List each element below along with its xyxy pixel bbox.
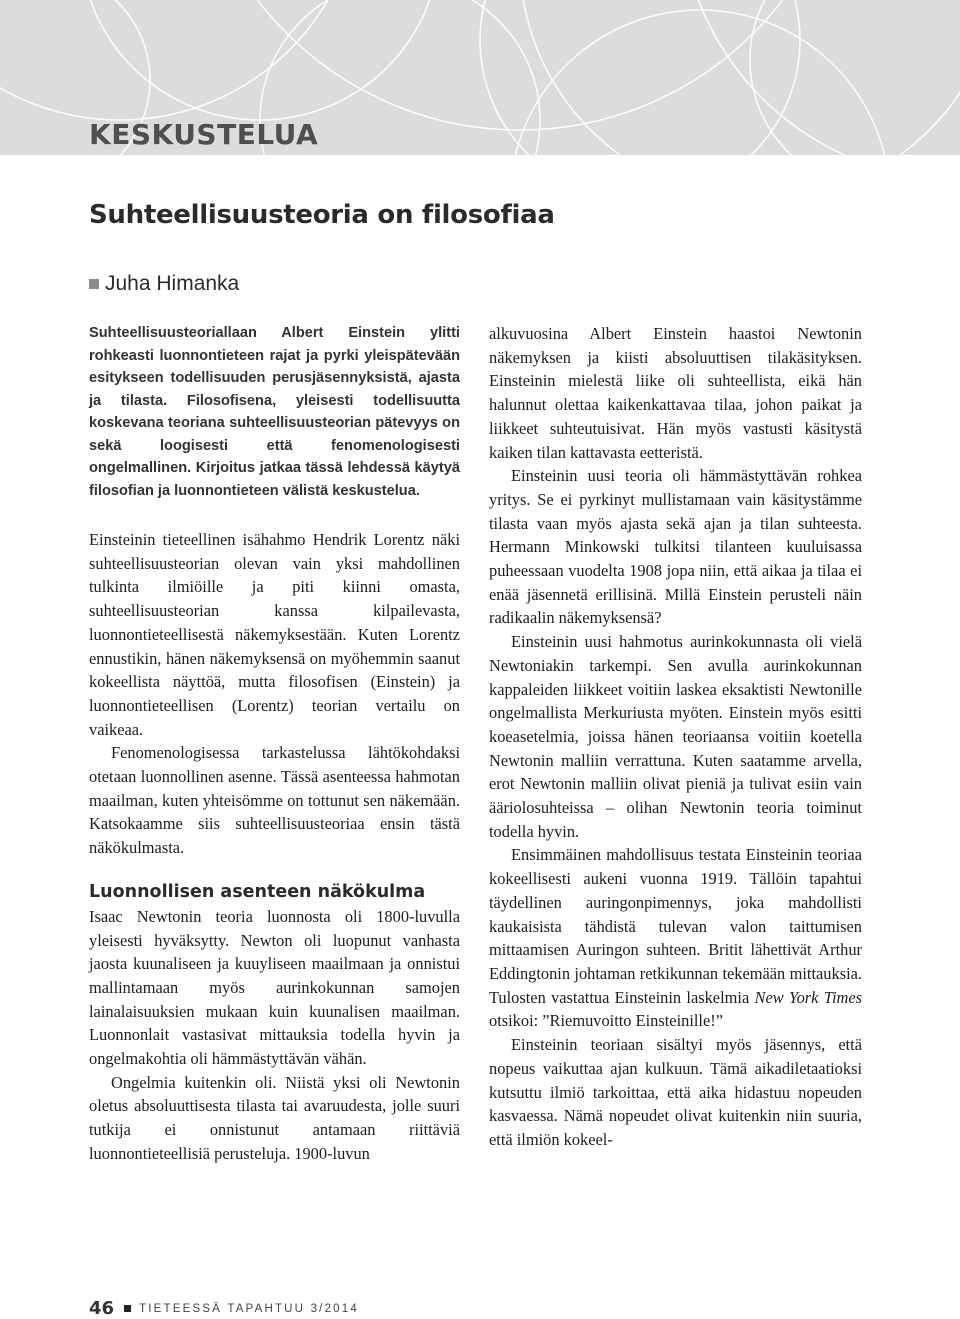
body-paragraph: Ongelmia kuitenkin oli. Niistä yksi oli Newtonin oletus absoluuttisesta tilasta tai avaruudesta, jolle suuri tutkija ei onnistunut antamaan riittäviä luonnontieteellisiä perusteluja. 1900-luvun xyxy=(89,1072,460,1163)
section-label: KESKUSTELUA xyxy=(89,118,319,151)
article-title: Suhteellisuusteoria on filosofiaa xyxy=(89,200,555,230)
header-band xyxy=(0,0,960,155)
body-paragraph: Isaac Newtonin teoria luonnosta oli 1800-luvulla yleisesti hyväksytty. Newton oli luopunut vanhasta jaosta kuunaliseen ja kuuyliseen maailmaan ja onnistui mallintamaan myös aurinkokunnan samojen lainalaisuuksien mukaan kuin kuunalisen maailman. Luonnonlait vastasivat mittauksia todella hyvin ja ongelmakohtia oli hämmästyttävän vähän. xyxy=(89,906,460,1069)
subheading: Luonnollisen asenteen näkökulma xyxy=(89,881,426,902)
lead-paragraph: Suhteellisuusteoriallaan Albert Einstein ylitti rohkeasti luonnontieteen rajat ja pyrki yleispätevään esitykseen todellisuuden perusjäsennyksistä, ajasta ja tilasta. Filosofisena, yleisesti todellisuutta koskevana teoriana suhteellisuusteorian pätevyys on sekä loogisesti että fenomenologisesti ongelmallinen. Kirjoitus jatkaa tässä lehdessä käytyä filosofian ja luonnontieteen välistä keskustelua. xyxy=(89,325,460,499)
author-name: Juha Himanka xyxy=(105,272,240,295)
right-column xyxy=(489,322,862,1152)
paragraph-text: Ensimmäinen mahdollisuus testata Einsteinin teoriaa kokeellisesti aukeni vuonna 1919. Tällöin tapahtui täydellinen auringonpimennys, joka mahdollisti kaukaisista tähdistä tulevan valon taittumisen mittaamisen Auringon suhteen. Britit lähettivät Arthur Eddingtonin johtaman retkikunnan tekemään mittauksia. Tulosten vastattua Einsteinin laskelmia xyxy=(489,845,862,1007)
square-bullet-icon xyxy=(89,279,99,289)
left-column xyxy=(89,322,460,1166)
body-paragraph xyxy=(489,843,862,1033)
paragraph-text: otsikoi: ”Riemuvoitto Einsteinille!” xyxy=(489,1011,723,1031)
page-footer xyxy=(89,1298,359,1319)
journal-name: TIETEESSÄ TAPAHTUU 3/2014 xyxy=(139,1302,359,1315)
author-line xyxy=(89,272,239,296)
newspaper-name: New York Times xyxy=(754,987,862,1007)
square-separator-icon xyxy=(124,1305,131,1312)
body-paragraph: Fenomenologisessa tarkastelussa lähtökohdaksi otetaan luonnollinen asenne. Tässä asenteessa hahmotan maailman, kuten yhteisömme on tottunut sen näkemään. Katsokaamme siis suhteellisuusteoriaa ensin tästä näkökulmasta. xyxy=(89,743,460,858)
body-paragraph: Einsteinin teoriaan sisältyi myös jäsennys, että nopeus vaikuttaa ajan kulkuun. Tämä aikadiletaatioksi kutsuttu ilmiö tarkoittaa, että aika hidastuu nopeuden kasvaessa. Nämä nopeudet olivat kuitenkin niin suuria, että ilmiön kokeel- xyxy=(489,1035,862,1149)
body-paragraph: Einsteinin tieteellinen isähahmo Hendrik Lorentz näki suhteellisuusteorian olevan vain yksi mahdollinen tulkinta ilmiöille ja piti kiinni omasta, suhteellisuusteorian kanssa kilpailevasta, luonnontieteellisestä näkemyksestään. Kuten Lorentz ennustikin, hänen näkemyksensä on myöhemmin saanut kokeellista näyttöä, mutta filosofisen (Einstein) ja luonnontieteellisen (Lorentz) teorian vertailu on vaikeaa. xyxy=(89,530,460,739)
body-paragraph: Einsteinin uusi teoria oli hämmästyttävän rohkea yritys. Se ei pyrkinyt mullistamaan vain käsitystämme tilasta vaan myös ajasta sekä ajan ja tilan suhteesta. Hermann Minkowski tulkitsi tilanteen kuuluisassa puheessaan vuodelta 1908 jopa niin, että aikaa ja tilaa ei enää jäsennetä erillisinä. Millä Einstein perusteli näin radikaalin näkemyksensä? xyxy=(489,466,862,628)
body-paragraph: alkuvuosina Albert Einstein haastoi Newtonin näkemyksen ja kiisti absoluuttisen tilakäsityksen. Einsteinin mielestä liike oli suhteellista, eikä hän halunnut olettaa kaikenkattavaa tilaa, johon paikat ja liikkeet suhteutuisivat. Hän myös vastusti käsitystä kaiken tilan kattavasta eetteristä. xyxy=(489,324,862,462)
body-paragraph: Einsteinin uusi hahmotus aurinkokunnasta oli vielä Newtoniakin tarkempi. Sen avulla aurinkokunnan kappaleiden liikkeet voitiin laskea eksaktisti Newtonille ongelmallista Merkuriusta myöten. Einstein myös esitti koeasetelmia, joissa hänen teoriaansa voitiin koetella Newtonin malliin verrattuna. Kuten saatamme arvella, erot Newtonin malliin olivat pieniä ja tulivat esiin vain ääriolosuhteissa – olihan Newtonin teoria toiminut todella hyvin. xyxy=(489,632,862,841)
page-number: 46 xyxy=(89,1298,115,1319)
